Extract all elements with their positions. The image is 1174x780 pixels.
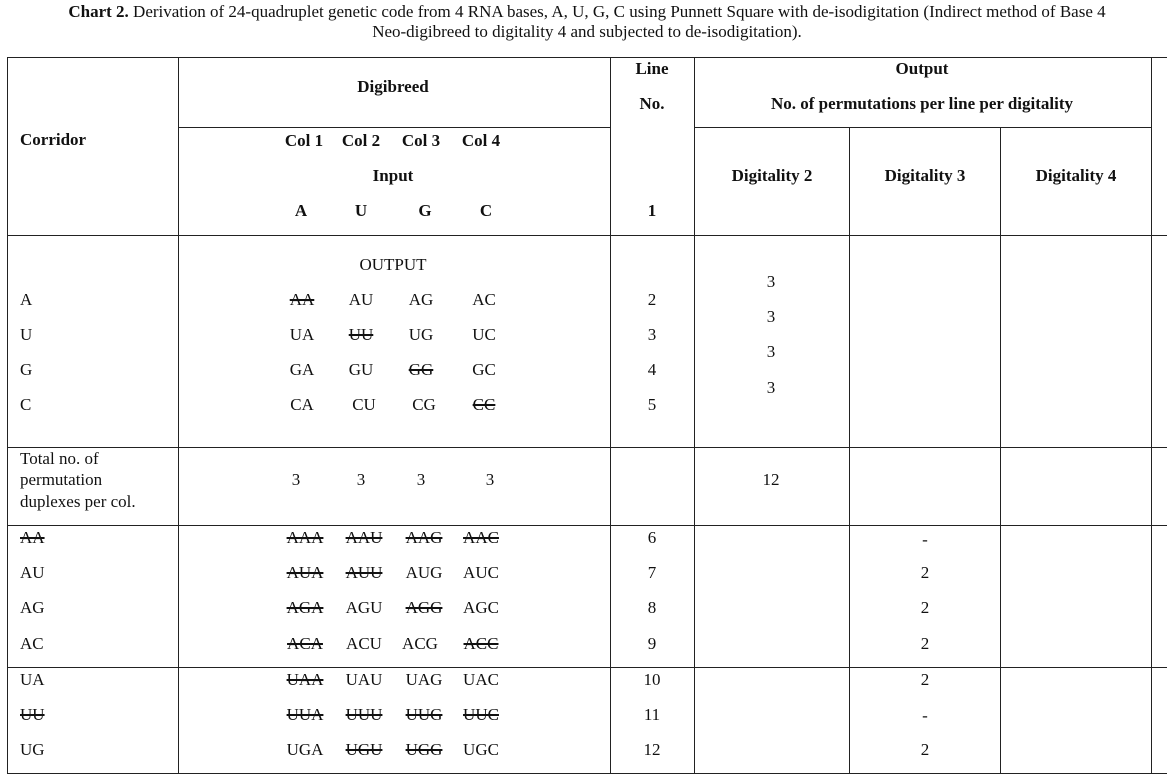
total-col-1: 3 [291,470,301,489]
header-base-u: U [354,201,368,220]
cell-aac: AAC [463,528,499,547]
corridor-ug: UG [20,740,45,759]
cell-agu: AGU [345,598,383,617]
line-no-7: 7 [647,563,657,582]
line-no-5: 5 [647,395,657,414]
cell-aug: AUG [405,563,443,582]
corridor-u: U [20,325,33,344]
corridor-ac: AC [20,634,44,653]
cell-agc: AGC [463,598,499,617]
cell-uc: UC [472,325,496,344]
cell-ag: AG [408,290,434,309]
line-no-9: 9 [647,634,657,653]
cell-uau: UAU [345,670,383,689]
line-no-12: 12 [643,740,661,759]
total-col-4: 3 [485,470,495,489]
cell-aag: AAG [405,528,443,547]
cell-aau: AAU [345,528,383,547]
corridor-aa: AA [20,528,45,547]
cell-uga: UGA [286,740,324,759]
chart-caption [0,2,1174,42]
line-no-10: 10 [643,670,661,689]
corridor-uu: UU [20,705,45,724]
cell-ua: UA [289,325,315,344]
cell-cu: CU [352,395,376,414]
line-no-8: 8 [647,598,657,617]
cell-ugg: UGG [405,740,443,759]
cell-uua: UUA [286,705,324,724]
dig3-value-7: 2 [920,563,930,582]
cell-aga: AGA [286,598,324,617]
totals-label-1: Total no. of [20,449,99,468]
header-no: No. [639,94,665,113]
cell-acu: ACU [346,634,382,653]
header-output-sub: No. of permutations per line per digitality [770,94,1074,113]
corridor-g: G [20,360,33,379]
dig3-value-8: 2 [920,598,930,617]
corridor-ua: UA [20,670,45,689]
header-line-no-1: 1 [647,201,657,220]
header-line: Line [635,59,669,78]
cell-aua: AUA [286,563,324,582]
cell-uaa: UAA [286,670,324,689]
header-col-2: Col 2 [341,131,381,150]
header-base-a: A [294,201,308,220]
header-base-c: C [479,201,493,220]
total-col-3: 3 [416,470,426,489]
dig2-value-3: 3 [766,342,776,361]
header-corridor: Corridor [20,130,87,149]
cell-agg: AGG [405,598,443,617]
cell-au: AU [348,290,374,309]
cell-gg: GG [408,360,434,379]
cell-ug: UG [408,325,434,344]
cell-ca: CA [290,395,314,414]
line-no-4: 4 [647,360,657,379]
caption-label: Chart 2. [68,2,129,21]
cell-ac: AC [472,290,496,309]
total-dig2: 12 [762,470,780,489]
dig2-value-1: 3 [766,272,776,291]
header-digibreed: Digibreed [357,77,429,96]
header-col-3: Col 3 [401,131,441,150]
dig3-value-6: - [922,530,928,549]
header-output: Output [895,59,949,78]
cell-ugu: UGU [345,740,383,759]
header-input: Input [372,166,414,185]
dig2-value-4: 3 [766,378,776,397]
dig3-value-12: 2 [920,740,930,759]
corridor-au: AU [20,563,45,582]
header-col-4: Col 4 [461,131,501,150]
cell-aa: AA [289,290,315,309]
dig3-value-10: 2 [920,670,930,689]
cell-uac: UAC [463,670,499,689]
cell-aca: ACA [287,634,323,653]
header-digitality-4: Digitality 4 [1035,166,1117,185]
caption-line-1: Derivation of 24-quadruplet genetic code from 4 RNA bases, A, U, G, C using Punnett Square with de-isodigitation (Indirect method of Base 4 [128,2,1106,21]
corridor-a: A [20,290,33,309]
dig2-value-2: 3 [766,307,776,326]
total-col-2: 3 [356,470,366,489]
cell-ugc: UGC [463,740,499,759]
cell-auu: AUU [345,563,383,582]
totals-label-3: duplexes per col. [20,492,136,511]
header-digitality-2: Digitality 2 [731,166,813,185]
cell-uag: UAG [405,670,443,689]
cell-uu: UU [348,325,374,344]
cell-gu: GU [348,360,374,379]
line-no-3: 3 [647,325,657,344]
cell-auc: AUC [463,563,499,582]
header-digitality-3: Digitality 3 [884,166,966,185]
line-no-6: 6 [647,528,657,547]
cell-cc: CC [472,395,496,414]
dig3-value-9: 2 [920,634,930,653]
cell-acc: ACC [463,634,499,653]
header-base-g: G [418,201,432,220]
line-no-2: 2 [647,290,657,309]
caption-line-2: Neo-digibreed to digitality 4 and subjected to de-isodigitation). [372,22,802,41]
corridor-c: C [20,395,32,414]
cell-cg: CG [412,395,436,414]
totals-label-2: permutation [20,470,103,489]
cell-aaa: AAA [286,528,324,547]
cell-uuc: UUC [463,705,499,724]
cell-ga: GA [289,360,315,379]
line-no-11: 11 [643,705,661,724]
cell-uuu: UUU [345,705,383,724]
output-label: OUTPUT [359,255,427,274]
header-col-1: Col 1 [284,131,324,150]
dig3-value-11: - [922,706,928,725]
cell-gc: GC [472,360,496,379]
cell-uug: UUG [405,705,443,724]
corridor-ag: AG [20,598,45,617]
cell-acg: ACG [402,634,438,653]
